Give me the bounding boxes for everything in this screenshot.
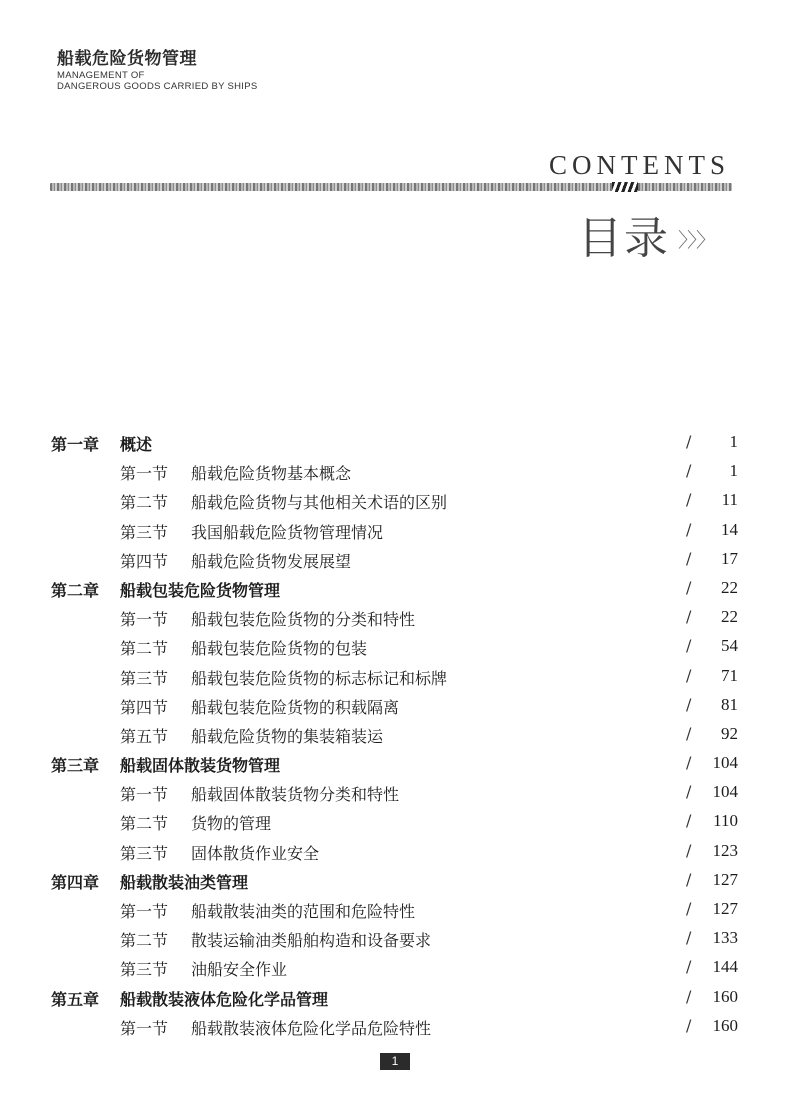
book-subtitle [57,70,357,92]
toc-chapter-row[interactable] [0,866,790,895]
toc-section-row[interactable] [0,632,790,661]
toc-entry-number: 第三节 [120,668,169,688]
toc-chapter-row[interactable] [0,428,790,457]
toc-entry-title: 船载包装危险货物的标志标记和标牌 [191,668,448,688]
toc-separator: / [686,1015,692,1035]
toc-entry-title: 船载危险货物与其他相关术语的区别 [191,493,448,513]
toc-page-number: 11 [721,490,738,510]
toc-separator: / [686,782,692,802]
toc-page-number: 81 [721,694,738,714]
toc-section-row[interactable] [0,691,790,720]
toc-section-row[interactable] [0,603,790,632]
toc-page-number: 92 [721,723,738,743]
toc-separator: / [686,490,692,510]
toc-entry-title: 船载固体散装货物管理 [120,756,281,776]
toc-separator: / [686,665,692,685]
toc-page-number: 17 [721,548,738,568]
toc-page-number: 54 [721,636,738,656]
toc-page-number: 104 [712,782,738,802]
toc-page-number: 110 [713,811,738,831]
toc-separator: / [686,519,692,539]
toc-page-number: 160 [712,1015,738,1035]
contents-heading: CONTENTS [549,150,730,180]
toc-entry-title: 船载危险货物发展展望 [191,551,352,571]
toc-page-number: 127 [712,869,738,889]
toc-separator: / [686,694,692,714]
toc-page-number: 22 [721,577,738,597]
toc-entry-number: 第一节 [120,1018,169,1038]
toc-separator: / [686,607,692,627]
toc-entry-title: 散装运输油类船舶构造和设备要求 [191,931,432,951]
toc-page-number: 123 [712,840,738,860]
toc-separator: / [686,432,692,451]
toc-entry-number: 第一节 [120,785,169,805]
toc-entry-number: 第二节 [120,493,169,513]
toc-entry-title: 我国船载危险货物管理情况 [191,522,384,542]
toc-section-row[interactable] [0,720,790,749]
toc-section-row[interactable] [0,516,790,545]
toc-separator: / [686,899,692,918]
toc-entry-number: 第三章 [51,756,100,776]
table-of-contents [0,428,790,1041]
toc-section-row[interactable] [0,895,790,924]
toc-entry-title: 油船安全作业 [191,960,288,980]
toc-section-row[interactable] [0,837,790,866]
toc-entry-number: 第一节 [120,464,169,484]
toc-chapter-row[interactable] [0,983,790,1012]
toc-page-number: 14 [721,519,738,539]
page-number-badge: 1 [380,1053,410,1070]
subtitle-line-2: DANGEROUS GOODS CARRIED BY SHIPS [57,81,258,92]
toc-section-row[interactable] [0,486,790,515]
toc-section-row[interactable] [0,1012,790,1041]
toc-entry-number: 第二章 [51,580,100,600]
subtitle-line-1: MANAGEMENT OF [57,70,145,81]
toc-page-number: 127 [712,899,738,918]
toc-separator: / [686,461,692,481]
toc-entry-title: 船载散装油类的范围和危险特性 [191,902,416,921]
toc-chapter-row[interactable] [0,749,790,778]
toc-page-number: 1 [729,461,738,481]
toc-entry-number: 第四章 [51,872,100,892]
toc-section-row[interactable] [0,924,790,953]
toc-entry-number: 第一节 [120,610,169,630]
toc-entry-number: 第一节 [120,902,169,921]
toc-separator: / [686,811,692,831]
toc-entry-number: 第二节 [120,814,169,834]
toc-separator: / [686,636,692,656]
toc-separator: / [686,957,692,977]
toc-page-number: 1 [729,432,738,451]
toc-page-number: 144 [712,957,738,977]
toc-chapter-row[interactable] [0,574,790,603]
chevron-arrows-icon: 〉〉〉 [678,228,715,252]
toc-section-row[interactable] [0,807,790,836]
toc-entry-number: 第五节 [120,726,169,746]
toc-section-row[interactable] [0,953,790,982]
toc-page-number: 71 [721,665,738,685]
toc-entry-number: 第四节 [120,697,169,717]
toc-separator: / [686,928,692,948]
toc-entry-number: 第三节 [120,960,169,980]
toc-entry-title: 船载危险货物的集装箱装运 [191,726,384,746]
toc-entry-title: 船载散装液体危险化学品管理 [120,989,329,1009]
toc-separator: / [686,723,692,743]
toc-separator: / [686,986,692,1006]
toc-entry-title: 船载危险货物基本概念 [191,464,352,484]
toc-separator: / [686,840,692,860]
toc-entry-number: 第二节 [120,639,169,659]
toc-page-number: 104 [712,753,738,773]
toc-entry-number: 第二节 [120,931,169,951]
toc-entry-title: 固体散货作业安全 [191,843,320,863]
toc-entry-title: 船载固体散装货物分类和特性 [191,785,400,805]
toc-page-number: 133 [712,928,738,948]
toc-entry-title: 概述 [120,435,153,454]
toc-entry-title: 货物的管理 [191,814,272,834]
mulu-heading: 目录 [578,213,670,264]
toc-section-row[interactable] [0,457,790,486]
toc-entry-number: 第四节 [120,551,169,571]
rule-stripe-mark [612,182,638,192]
toc-separator: / [686,577,692,597]
toc-page-number: 160 [712,986,738,1006]
toc-separator: / [686,753,692,773]
toc-entry-title: 船载包装危险货物的积载隔离 [191,697,400,717]
toc-entry-number: 第三节 [120,522,169,542]
toc-separator: / [686,869,692,889]
toc-entry-title: 船载包装危险货物的分类和特性 [191,610,416,630]
toc-entry-title: 船载包装危险货物管理 [120,580,281,600]
toc-entry-title: 船载散装液体危险化学品危险特性 [191,1018,432,1038]
toc-entry-number: 第一章 [51,435,100,454]
toc-section-row[interactable] [0,662,790,691]
toc-entry-title: 船载包装危险货物的包装 [191,639,368,659]
toc-entry-title: 船载散装油类管理 [120,872,249,892]
toc-entry-number: 第五章 [51,989,100,1009]
toc-page-number: 22 [721,607,738,627]
toc-separator: / [686,548,692,568]
book-title: 船载危险货物管理 [57,49,197,69]
toc-section-row[interactable] [0,545,790,574]
toc-section-row[interactable] [0,778,790,807]
toc-entry-number: 第三节 [120,843,169,863]
